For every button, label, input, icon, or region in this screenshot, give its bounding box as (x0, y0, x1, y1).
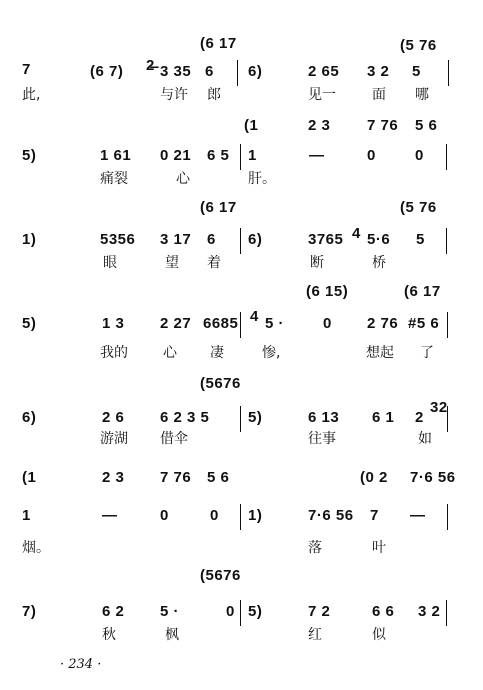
page-number: · 234 · (60, 657, 102, 672)
notation-group: 1 61 (100, 147, 132, 164)
lyric-text: 眼 (103, 255, 117, 271)
notation-group: 0 21 (160, 147, 192, 164)
notation-group: 2 3 (308, 117, 331, 134)
barline (446, 600, 447, 626)
notation-group: 5 (412, 63, 421, 80)
notation-group: 0 (367, 147, 376, 164)
notation-group: 3 35 (160, 63, 192, 80)
lyric-text: 如 (418, 431, 432, 447)
lyric-text: 烟。 (22, 540, 50, 556)
barline (448, 60, 449, 86)
notation-group: 5 · (265, 315, 285, 332)
notation-group: 7 76 (367, 117, 399, 134)
lyric-text: 我的 (100, 345, 128, 361)
barline (240, 504, 241, 530)
notation-group: (5676 (200, 567, 241, 584)
notation-group: 5356 (100, 231, 136, 248)
notation-group: 7·6 56 (308, 507, 354, 524)
lyric-text: 与许 (160, 87, 188, 103)
notation-group: 6) (248, 231, 263, 248)
notation-group: (1 (22, 469, 37, 486)
notation-group: 6 5 (207, 147, 230, 164)
notation-group: 5·6 (367, 231, 391, 248)
notation-group: 0 (210, 507, 219, 524)
lyric-text: 叶 (372, 540, 386, 556)
lyric-text: 秋 (102, 627, 116, 643)
notation-group: 5 6 (415, 117, 438, 134)
lyric-text: 借伞 (160, 431, 188, 447)
notation-group: 2 (415, 409, 424, 426)
notation-group: (6 17 (404, 283, 441, 300)
lyric-text: 此, (22, 87, 41, 103)
notation-group: 2 76 (367, 315, 399, 332)
notation-group: (6 7) (90, 63, 124, 80)
barline (240, 600, 241, 626)
barline (447, 406, 448, 432)
barline (237, 60, 238, 86)
barline (447, 312, 448, 338)
notation-group: 2 6 (102, 409, 125, 426)
notation-group: 7·6 56 (410, 469, 456, 486)
notation-group: 5 6 (207, 469, 230, 486)
lyric-text: 面 (372, 87, 386, 103)
lyric-text: 落 (308, 540, 322, 556)
notation-group: 7) (22, 603, 37, 620)
lyric-text: 哪 (415, 87, 429, 103)
lyric-text: 断 (310, 255, 324, 271)
barline (446, 228, 447, 254)
lyric-text: 惨, (262, 345, 281, 361)
lyric-text: 往事 (308, 431, 336, 447)
notation-group: (6 17 (200, 199, 237, 216)
lyric-text: 游湖 (100, 431, 128, 447)
notation-group: 2̶ (146, 57, 155, 74)
notation-group: 6 1 (372, 409, 395, 426)
lyric-text: 望 (165, 255, 179, 271)
barline (447, 504, 448, 530)
notation-group: — (410, 507, 426, 524)
notation-group: 6 13 (308, 409, 340, 426)
notation-group: 0 (323, 315, 332, 332)
notation-group: 6 2 3 5 (160, 409, 210, 426)
notation-group: 2 65 (308, 63, 340, 80)
notation-group: 3 2 (367, 63, 390, 80)
lyric-text: 似 (372, 627, 386, 643)
notation-group: 0 (226, 603, 235, 620)
notation-group: 6) (248, 63, 263, 80)
lyric-text: 了 (420, 345, 434, 361)
lyric-text: 想起 (366, 345, 394, 361)
notation-group: 6 6 (372, 603, 395, 620)
notation-group: 7 2 (308, 603, 331, 620)
notation-group: 5) (248, 603, 263, 620)
notation-group: (5 76 (400, 37, 437, 54)
notation-group: 32 (430, 399, 448, 416)
notation-group: 1) (248, 507, 263, 524)
notation-group: 6 (205, 63, 214, 80)
notation-group: 6 (207, 231, 216, 248)
notation-group: — (102, 507, 118, 524)
lyric-text: 着 (207, 255, 221, 271)
lyric-text: 枫 (165, 627, 179, 643)
notation-group: (6 17 (200, 35, 237, 52)
notation-group: 4 (352, 225, 361, 242)
notation-group: 1 3 (102, 315, 125, 332)
lyric-text: 桥 (372, 255, 386, 271)
notation-group: — (309, 147, 325, 164)
notation-group: 6) (22, 409, 37, 426)
barline (446, 144, 447, 170)
notation-group: (5 76 (400, 199, 437, 216)
notation-group: 5 (416, 231, 425, 248)
notation-group: #5 6 (408, 315, 440, 332)
barline (240, 406, 241, 432)
notation-group: 5) (22, 147, 37, 164)
notation-group: 5) (248, 409, 263, 426)
barline (240, 228, 241, 254)
lyric-text: 郎 (207, 87, 221, 103)
barline (240, 144, 241, 170)
notation-group: 2 3 (102, 469, 125, 486)
notation-group: (6 15) (306, 283, 349, 300)
lyric-text: 凄 (210, 345, 224, 361)
notation-group: 3765 (308, 231, 344, 248)
notation-group: 6685 (203, 315, 239, 332)
notation-group: 1 (22, 507, 31, 524)
notation-group: 6 2 (102, 603, 125, 620)
notation-group: 5) (22, 315, 37, 332)
lyric-text: 红 (308, 627, 322, 643)
notation-group: 0 (160, 507, 169, 524)
notation-group: 4 (250, 308, 259, 325)
lyric-text: 痛裂 (100, 171, 128, 187)
barline (240, 312, 241, 338)
lyric-text: 心 (176, 171, 190, 187)
notation-group: 1) (22, 231, 37, 248)
notation-group: (1 (244, 117, 259, 134)
notation-group: 5 · (160, 603, 180, 620)
notation-group: (0 2 (360, 469, 388, 486)
lyric-text: 肝。 (248, 171, 276, 187)
notation-group: 0 (415, 147, 424, 164)
lyric-text: 见一 (308, 87, 336, 103)
notation-group: 7 (370, 507, 379, 524)
notation-group: 1 (248, 147, 257, 164)
notation-group: 3 2 (418, 603, 441, 620)
notation-group: 7 (22, 61, 31, 78)
notation-group: (5676 (200, 375, 241, 392)
notation-group: 2 27 (160, 315, 192, 332)
notation-group: 7 76 (160, 469, 192, 486)
notation-group: 3 17 (160, 231, 192, 248)
lyric-text: 心 (163, 345, 177, 361)
